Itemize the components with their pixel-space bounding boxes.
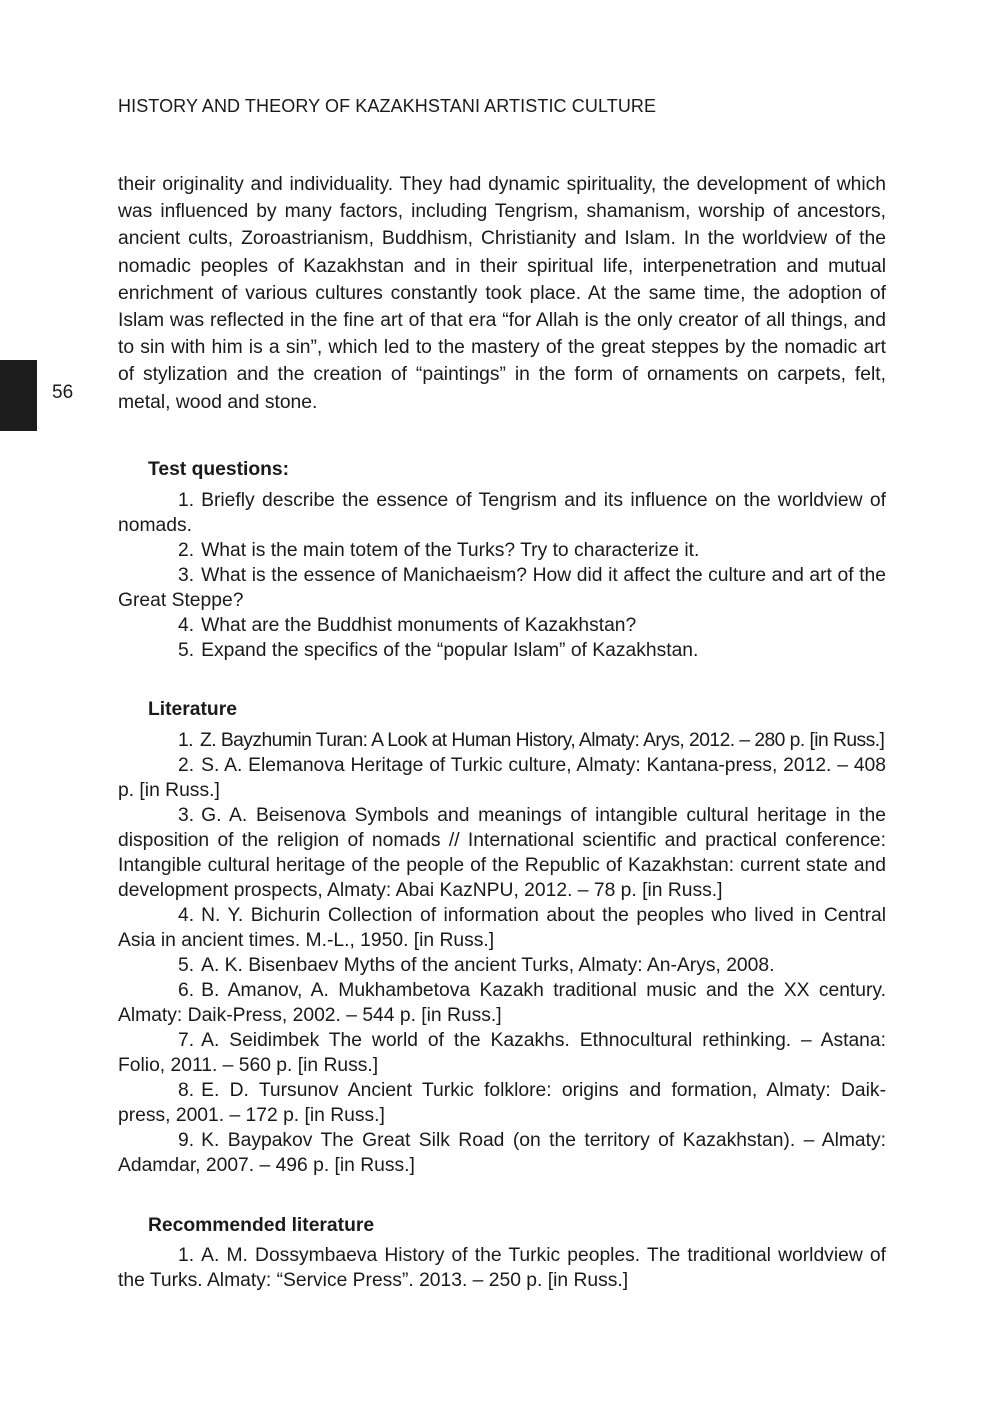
literature-item [118, 953, 886, 978]
literature-section [118, 697, 886, 1178]
page-number: 56 [52, 382, 74, 403]
item-number: 1. [178, 489, 195, 511]
running-header: HISTORY AND THEORY OF KAZAKHSTANI ARTISTIC CULTURE [118, 96, 657, 116]
item-text: Briefly describe the essence of Tengrism and its influence on the worldview of nomads. [118, 489, 886, 536]
item-number: 4. [178, 904, 195, 926]
literature-item [118, 1028, 886, 1078]
body-paragraph: their originality and individuality. They had dynamic spirituality, the development of which was influenced by many factors, including Tengrism, shamanism, worship of ancestors, ancient cults, Zoroastrianism, Buddhism, Christianity and Islam. In the worldview of the nomadic peoples of Kazakhstan and in their spiritual life, interpenetration and mutual enrichment of various cultures constantly took place. At the same time, the adoption of Islam was reflected in the fine art of that era “for Allah is the only creator of all things, and to sin with him is a sin”, which led to the mastery of the great steppes by the nomadic art of stylization and the creation of “paintings” in the form of ornaments on carpets, felt, metal, wood and stone. [118, 174, 886, 413]
item-number: 3. [178, 564, 195, 586]
test-question-item [118, 538, 886, 563]
item-number: 4. [178, 614, 195, 636]
item-text: S. A. Elemanova Heritage of Turkic culture, Almaty: Kantana-press, 2012. – 408 p. [in Russ.] [118, 754, 886, 801]
item-text: G. A. Beisenova Symbols and meanings of intangible cultural heritage in the disposition of the religion of nomads // International scientific and practical conference: Intangible cultural heritage of the people of the Republic of Kazakhstan: current state and development prospects, Almaty: Abai KazNPU, 2012. – 78 p. [in Russ.] [118, 804, 886, 901]
literature-item [118, 753, 886, 803]
item-text: E. D. Tursunov Ancient Turkic folklore: origins and formation, Almaty: Daik-press, 2001. – 172 p. [in Russ.] [118, 1079, 886, 1126]
item-number: 2. [178, 754, 195, 776]
item-number: 5. [178, 639, 195, 661]
item-text: N. Y. Bichurin Collection of information about the peoples who lived in Central Asia in ancient times. M.-L., 1950. [in Russ.] [118, 904, 886, 951]
item-number: 1. [178, 1244, 195, 1266]
page-edge-tab [0, 360, 37, 431]
item-text: K. Baypakov The Great Silk Road (on the territory of Kazakhstan). – Almaty: Adamdar, 2007. – 496 p. [in Russ.] [118, 1129, 886, 1176]
page-content [118, 171, 886, 1293]
item-number: 8. [178, 1079, 195, 1101]
item-text: What are the Buddhist monuments of Kazakhstan? [201, 614, 637, 636]
test-question-item [118, 613, 886, 638]
item-text: A. M. Dossymbaeva History of the Turkic peoples. The traditional worldview of the Turks. Almaty: “Service Press”. 2013. – 250 p. [in Russ.] [118, 1244, 886, 1291]
item-number: 5. [178, 954, 195, 976]
item-number: 1. [178, 729, 193, 751]
item-number: 2. [178, 539, 195, 561]
recommended-literature-item [118, 1243, 886, 1293]
literature-item [118, 978, 886, 1028]
literature-item [118, 903, 886, 953]
literature-item [118, 1078, 886, 1128]
item-number: 9. [178, 1129, 195, 1151]
test-question-item [118, 638, 886, 663]
literature-item [118, 728, 886, 753]
item-text: A. K. Bisenbaev Myths of the ancient Turks, Almaty: An-Arys, 2008. [201, 954, 775, 976]
literature-heading: Literature [148, 698, 237, 720]
item-text: What is the main totem of the Turks? Try to characterize it. [201, 539, 700, 561]
item-text: Z. Bayzhumin Turan: A Look at Human History, Almaty: Arys, 2012. – 280 p. [in Russ.] [199, 729, 885, 751]
item-text: Expand the specifics of the “popular Islam” of Kazakhstan. [201, 639, 699, 661]
test-questions-heading: Test questions: [148, 458, 290, 480]
test-question-item [118, 563, 886, 613]
item-text: B. Amanov, A. Mukhambetova Kazakh traditional music and the XX century. Almaty: Daik-Press, 2002. – 544 p. [in Russ.] [118, 979, 886, 1026]
item-number: 7. [178, 1029, 195, 1051]
literature-item [118, 1128, 886, 1178]
item-number: 6. [178, 979, 195, 1001]
recommended-literature-section [118, 1213, 886, 1293]
item-text: What is the essence of Manichaeism? How did it affect the culture and art of the Great Steppe? [118, 564, 886, 611]
recommended-literature-heading: Recommended literature [148, 1214, 375, 1236]
test-question-item [118, 488, 886, 538]
item-number: 3. [178, 804, 195, 826]
test-questions-section [118, 457, 886, 663]
literature-item [118, 803, 886, 903]
item-text: A. Seidimbek The world of the Kazakhs. Ethnocultural rethinking. – Astana: Folio, 2011. – 560 p. [in Russ.] [118, 1029, 886, 1076]
